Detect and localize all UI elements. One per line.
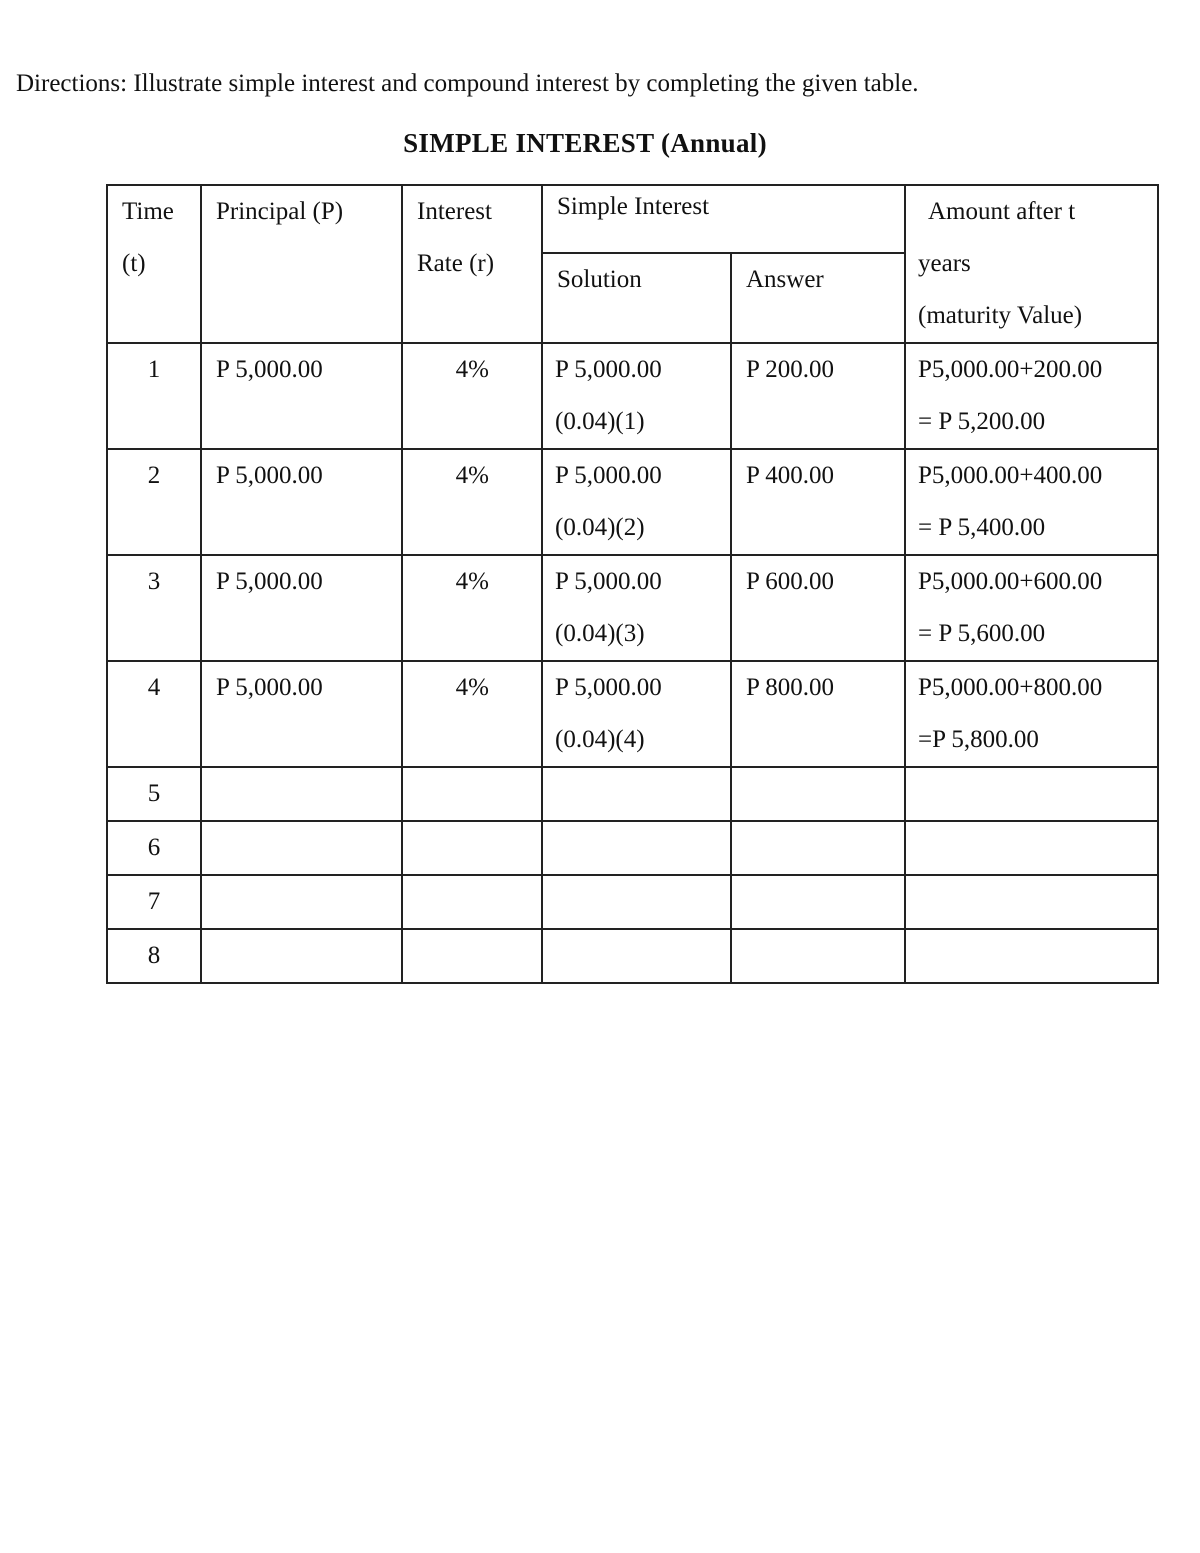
header-amount (905, 185, 1158, 343)
amount-result: = P 5,400.00 (918, 514, 1046, 541)
solution-factors: (0.04)(1) (555, 408, 645, 435)
empty-row (107, 929, 1158, 983)
answer-cell: P 200.00 (731, 343, 905, 449)
time-cell: 8 (107, 929, 201, 983)
principal-input-cell[interactable] (201, 929, 402, 983)
answer-input-cell[interactable] (731, 767, 905, 821)
rate-input-cell[interactable] (402, 821, 542, 875)
amount-input-cell[interactable] (905, 767, 1158, 821)
amount-sum: P5,000.00+800.00 (918, 674, 1103, 701)
header-row (107, 185, 1158, 253)
empty-row (107, 767, 1158, 821)
solution-input-cell[interactable] (542, 821, 731, 875)
solution-input-cell[interactable] (542, 875, 731, 929)
header-time-unit: (t) (122, 250, 146, 277)
solution-principal: P 5,000.00 (555, 674, 662, 701)
time-cell: 6 (107, 821, 201, 875)
time-cell: 1 (107, 343, 201, 449)
solution-principal: P 5,000.00 (555, 462, 662, 489)
solution-factors: (0.04)(3) (555, 620, 645, 647)
amount-cell (905, 555, 1158, 661)
solution-cell (542, 555, 731, 661)
answer-input-cell[interactable] (731, 821, 905, 875)
empty-row (107, 875, 1158, 929)
solution-factors: (0.04)(2) (555, 514, 645, 541)
answer-cell: P 400.00 (731, 449, 905, 555)
amount-result: = P 5,200.00 (918, 408, 1046, 435)
amount-sum: P5,000.00+200.00 (918, 356, 1103, 383)
solution-principal: P 5,000.00 (555, 356, 662, 383)
principal-input-cell[interactable] (201, 875, 402, 929)
amount-input-cell[interactable] (905, 929, 1158, 983)
rate-input-cell[interactable] (402, 929, 542, 983)
solution-cell (542, 449, 731, 555)
header-principal: Principal (P) (201, 185, 402, 343)
rate-cell: 4% (402, 343, 542, 449)
header-rate-unit: Rate (r) (417, 250, 495, 277)
amount-input-cell[interactable] (905, 821, 1158, 875)
time-cell: 3 (107, 555, 201, 661)
header-time (107, 185, 201, 343)
principal-input-cell[interactable] (201, 821, 402, 875)
amount-result: = P 5,600.00 (918, 620, 1046, 647)
amount-input-cell[interactable] (905, 875, 1158, 929)
rate-input-cell[interactable] (402, 767, 542, 821)
table-row (107, 343, 1158, 449)
table-row (107, 449, 1158, 555)
principal-cell: P 5,000.00 (201, 661, 402, 767)
header-simple-interest: Simple Interest (542, 185, 905, 253)
solution-principal: P 5,000.00 (555, 568, 662, 595)
answer-cell: P 800.00 (731, 661, 905, 767)
amount-result: =P 5,800.00 (918, 726, 1039, 753)
simple-interest-table (106, 184, 1159, 984)
time-cell: 4 (107, 661, 201, 767)
header-rate-label: Interest (417, 198, 492, 225)
header-time-label: Time (122, 198, 174, 225)
header-amount-years: years (918, 250, 971, 277)
table-title: SIMPLE INTEREST (Annual) (403, 128, 767, 158)
solution-factors: (0.04)(4) (555, 726, 645, 753)
rate-input-cell[interactable] (402, 875, 542, 929)
rate-cell: 4% (402, 555, 542, 661)
header-answer: Answer (731, 253, 905, 343)
time-cell: 7 (107, 875, 201, 929)
amount-cell (905, 449, 1158, 555)
principal-cell: P 5,000.00 (201, 555, 402, 661)
solution-input-cell[interactable] (542, 767, 731, 821)
time-cell: 2 (107, 449, 201, 555)
amount-cell (905, 661, 1158, 767)
solution-input-cell[interactable] (542, 929, 731, 983)
amount-cell (905, 343, 1158, 449)
header-amount-maturity: (maturity Value) (918, 302, 1083, 329)
header-rate (402, 185, 542, 343)
amount-sum: P5,000.00+600.00 (918, 568, 1103, 595)
answer-input-cell[interactable] (731, 929, 905, 983)
rate-cell: 4% (402, 449, 542, 555)
solution-cell (542, 661, 731, 767)
amount-sum: P5,000.00+400.00 (918, 462, 1103, 489)
answer-cell: P 600.00 (731, 555, 905, 661)
principal-cell: P 5,000.00 (201, 449, 402, 555)
directions-text: Directions: Illustrate simple interest and compound interest by completing the given table. (16, 70, 919, 97)
header-solution: Solution (542, 253, 731, 343)
principal-cell: P 5,000.00 (201, 343, 402, 449)
header-amount-label: Amount after t (928, 198, 1076, 225)
solution-cell (542, 343, 731, 449)
empty-row (107, 821, 1158, 875)
answer-input-cell[interactable] (731, 875, 905, 929)
table-row (107, 661, 1158, 767)
table-row (107, 555, 1158, 661)
rate-cell: 4% (402, 661, 542, 767)
principal-input-cell[interactable] (201, 767, 402, 821)
time-cell: 5 (107, 767, 201, 821)
